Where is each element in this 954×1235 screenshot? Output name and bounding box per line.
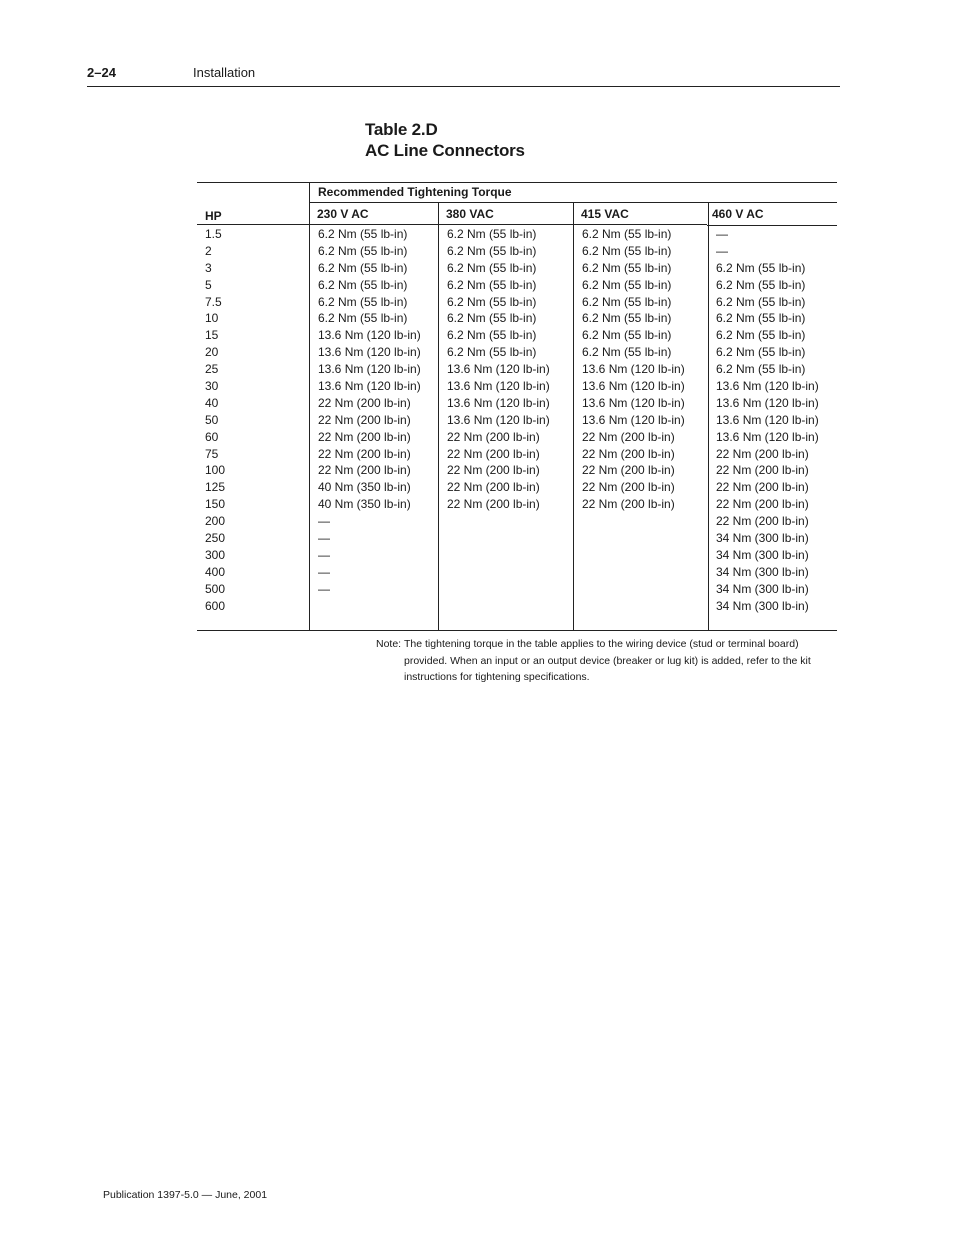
- table-cell: 22 Nm (200 lb-in): [318, 463, 411, 478]
- table-cell: —: [716, 227, 728, 241]
- group-header: Recommended Tightening Torque: [318, 185, 512, 199]
- table-cell: 250: [205, 531, 226, 546]
- table-cell: 6.2 Nm (55 lb-in): [582, 328, 672, 343]
- column-230: [318, 226, 421, 598]
- note-label: Note:: [376, 638, 402, 650]
- table-cell: 40: [205, 395, 219, 410]
- table-cell: 13.6 Nm (120 lb-in): [582, 395, 685, 410]
- table-cell: 22 Nm (200 lb-in): [318, 412, 411, 427]
- table-cell: 13.6 Nm (120 lb-in): [716, 412, 819, 427]
- table-cell: 13.6 Nm (120 lb-in): [447, 412, 550, 427]
- table-cell: 25: [205, 362, 219, 377]
- table-cell: 20: [205, 345, 219, 360]
- table-cell: 6.2 Nm (55 lb-in): [582, 277, 672, 292]
- column-header-hp: HP: [205, 209, 222, 223]
- column-divider-3: [573, 202, 574, 631]
- table-number: Table 2.D: [365, 120, 438, 139]
- section-title: Installation: [193, 65, 256, 80]
- table-cell: 6.2 Nm (55 lb-in): [582, 345, 672, 360]
- table-cell: 13.6 Nm (120 lb-in): [318, 328, 421, 343]
- table-cell: 22 Nm (200 lb-in): [318, 395, 411, 410]
- table-cell: 6.2 Nm (55 lb-in): [447, 227, 537, 241]
- table-title: [365, 119, 525, 161]
- table-cell: 600: [205, 598, 226, 613]
- column-hp: [205, 226, 225, 614]
- table-cell: —: [318, 547, 330, 562]
- table-cell: 22 Nm (200 lb-in): [318, 446, 411, 461]
- column-divider-4: [708, 202, 709, 631]
- table-cell: 34 Nm (300 lb-in): [716, 581, 809, 596]
- table-cell: 6.2 Nm (55 lb-in): [447, 243, 537, 258]
- table-cell: —: [318, 564, 330, 579]
- table-cell: 6.2 Nm (55 lb-in): [318, 311, 408, 326]
- table-cell: 6.2 Nm (55 lb-in): [447, 260, 537, 275]
- table-cell: 6.2 Nm (55 lb-in): [582, 294, 672, 309]
- column-header-460: 460 V AC: [712, 207, 764, 221]
- table-cell: 22 Nm (200 lb-in): [716, 446, 809, 461]
- table-caption: AC Line Connectors: [365, 141, 525, 160]
- note-text: The tightening torque in the table applies to the wiring device (stud or terminal board) provided. When an input or an output device (breaker or lug kit) is added, refer to the kit instructions for tightening specifications.: [404, 638, 811, 683]
- table-cell: 6.2 Nm (55 lb-in): [447, 294, 537, 309]
- table-cell: 22 Nm (200 lb-in): [447, 497, 540, 512]
- table-cell: 22 Nm (200 lb-in): [716, 480, 809, 495]
- table-cell: 13.6 Nm (120 lb-in): [318, 379, 421, 394]
- table-cell: 6.2 Nm (55 lb-in): [716, 362, 806, 377]
- table-cell: 400: [205, 564, 226, 579]
- table-cell: 6.2 Nm (55 lb-in): [716, 294, 806, 309]
- table-cell: 22 Nm (200 lb-in): [447, 463, 540, 478]
- table-cell: 2: [205, 243, 212, 258]
- table-cell: 22 Nm (200 lb-in): [582, 446, 675, 461]
- table-cell: 13.6 Nm (120 lb-in): [716, 395, 819, 410]
- table-cell: 22 Nm (200 lb-in): [318, 429, 411, 444]
- column-header-230: 230 V AC: [317, 207, 369, 221]
- table-cell: 15: [205, 328, 219, 343]
- table-cell: 34 Nm (300 lb-in): [716, 547, 809, 562]
- table-cell: 30: [205, 379, 219, 394]
- table-cell: 7.5: [205, 294, 222, 309]
- table-cell: 6.2 Nm (55 lb-in): [447, 345, 537, 360]
- page-number: 2–24: [87, 65, 116, 80]
- table-cell: 6.2 Nm (55 lb-in): [318, 294, 408, 309]
- table-cell: 6.2 Nm (55 lb-in): [318, 260, 408, 275]
- table-cell: 6.2 Nm (55 lb-in): [447, 311, 537, 326]
- table-cell: 22 Nm (200 lb-in): [447, 480, 540, 495]
- table-bottom-rule: [197, 630, 837, 631]
- table-cell: 13.6 Nm (120 lb-in): [318, 362, 421, 377]
- table-cell: 6.2 Nm (55 lb-in): [318, 227, 408, 241]
- table-cell: 150: [205, 497, 226, 512]
- table-cell: 22 Nm (200 lb-in): [716, 497, 809, 512]
- header-rule-voltages: [309, 224, 707, 225]
- table-cell: 13.6 Nm (120 lb-in): [447, 379, 550, 394]
- table-cell: —: [318, 581, 330, 596]
- table-cell: 75: [205, 446, 219, 461]
- table-cell: 13.6 Nm (120 lb-in): [318, 345, 421, 360]
- column-415: [582, 226, 685, 513]
- table-cell: 13.6 Nm (120 lb-in): [582, 362, 685, 377]
- table-cell: 6.2 Nm (55 lb-in): [447, 328, 537, 343]
- table-cell: 13.6 Nm (120 lb-in): [716, 379, 819, 394]
- table-cell: 34 Nm (300 lb-in): [716, 531, 809, 546]
- column-380: [447, 226, 550, 513]
- table-cell: 60: [205, 429, 219, 444]
- table-cell: 22 Nm (200 lb-in): [582, 480, 675, 495]
- table-cell: 6.2 Nm (55 lb-in): [318, 277, 408, 292]
- table-cell: 13.6 Nm (120 lb-in): [447, 362, 550, 377]
- table-cell: 22 Nm (200 lb-in): [447, 446, 540, 461]
- table-cell: —: [318, 514, 330, 529]
- table-cell: 5: [205, 277, 212, 292]
- table-cell: 40 Nm (350 lb-in): [318, 497, 411, 512]
- table-top-rule: [197, 182, 837, 183]
- table-cell: 13.6 Nm (120 lb-in): [716, 429, 819, 444]
- table-cell: 100: [205, 463, 226, 478]
- table-cell: 50: [205, 412, 219, 427]
- column-divider-2: [438, 202, 439, 631]
- table-cell: 6.2 Nm (55 lb-in): [716, 328, 806, 343]
- table-cell: 34 Nm (300 lb-in): [716, 564, 809, 579]
- table-cell: 6.2 Nm (55 lb-in): [447, 277, 537, 292]
- table-cell: 6.2 Nm (55 lb-in): [716, 277, 806, 292]
- table-cell: 10: [205, 311, 219, 326]
- table-cell: 6.2 Nm (55 lb-in): [318, 243, 408, 258]
- table-cell: 13.6 Nm (120 lb-in): [582, 379, 685, 394]
- table-cell: 22 Nm (200 lb-in): [716, 514, 809, 529]
- table-cell: 6.2 Nm (55 lb-in): [582, 243, 672, 258]
- table-cell: 500: [205, 581, 226, 596]
- table-cell: 1.5: [205, 227, 222, 241]
- table-cell: 22 Nm (200 lb-in): [716, 463, 809, 478]
- table-cell: 40 Nm (350 lb-in): [318, 480, 411, 495]
- table-cell: 6.2 Nm (55 lb-in): [582, 227, 672, 241]
- table-cell: 22 Nm (200 lb-in): [582, 429, 675, 444]
- table-cell: 300: [205, 547, 226, 562]
- table-cell: 22 Nm (200 lb-in): [582, 497, 675, 512]
- table-cell: 6.2 Nm (55 lb-in): [582, 311, 672, 326]
- table-cell: 34 Nm (300 lb-in): [716, 598, 809, 613]
- table-cell: 22 Nm (200 lb-in): [582, 463, 675, 478]
- table-cell: 200: [205, 514, 226, 529]
- column-divider-1: [309, 182, 310, 631]
- torque-table: [197, 182, 837, 631]
- table-cell: —: [318, 531, 330, 546]
- table-cell: 3: [205, 260, 212, 275]
- publication-footer: Publication 1397-5.0 — June, 2001: [103, 1189, 268, 1201]
- table-cell: 6.2 Nm (55 lb-in): [582, 260, 672, 275]
- table-cell: 13.6 Nm (120 lb-in): [447, 395, 550, 410]
- column-460: [716, 226, 819, 614]
- column-header-415: 415 VAC: [581, 207, 629, 221]
- table-cell: 13.6 Nm (120 lb-in): [582, 412, 685, 427]
- page-header: [87, 64, 840, 87]
- table-cell: 125: [205, 480, 226, 495]
- header-rule-hp: [197, 224, 309, 225]
- table-cell: —: [716, 243, 728, 258]
- table-cell: 6.2 Nm (55 lb-in): [716, 311, 806, 326]
- table-cell: 6.2 Nm (55 lb-in): [716, 345, 806, 360]
- table-cell: 6.2 Nm (55 lb-in): [716, 260, 806, 275]
- column-header-380: 380 VAC: [446, 207, 494, 221]
- table-cell: 22 Nm (200 lb-in): [447, 429, 540, 444]
